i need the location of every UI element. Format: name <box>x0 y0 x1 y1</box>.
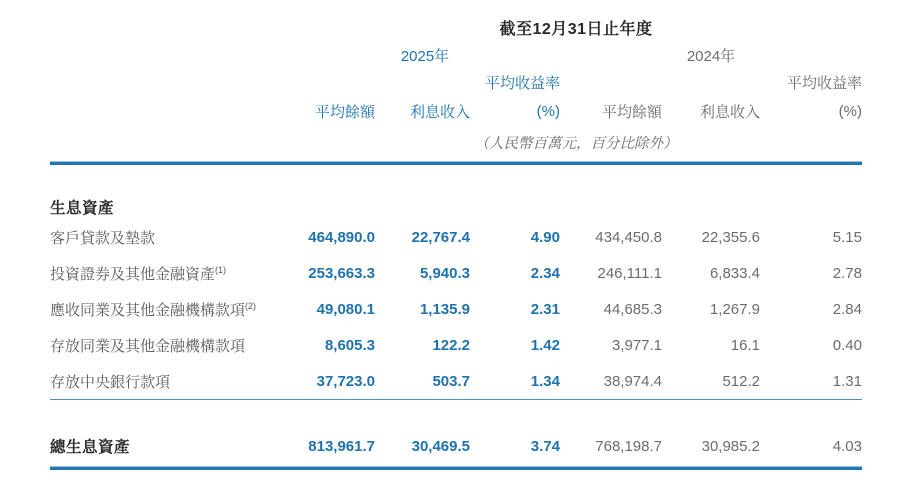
cell-2024-avg-balance: 3,977.1 <box>611 336 662 354</box>
cell-2025-interest-income: 503.7 <box>432 372 470 390</box>
row-label: 客戶貸款及墊款 <box>50 229 156 247</box>
cell-2024-pct: 1.31 <box>832 372 862 390</box>
cell-2025-avg-balance: 37,723.0 <box>316 372 375 390</box>
cell-2024-interest-income: 16.1 <box>730 336 760 354</box>
average-balance-table <box>50 0 862 470</box>
footnote-marker: (1) <box>215 264 227 275</box>
cell-2025-pct: 4.90 <box>530 228 560 246</box>
col-2024-avg-balance: 平均餘額 <box>601 104 662 121</box>
cell-2024-pct: 2.78 <box>832 264 862 282</box>
col-2025-interest-income: 利息收入 <box>409 104 470 121</box>
table-header-columns-row <box>50 96 862 127</box>
yield-2025-label: 平均收益率 <box>484 75 560 92</box>
cell-2024-interest-income: 1,267.9 <box>709 300 760 318</box>
table-row <box>50 327 862 363</box>
cell-2024-pct: 5.15 <box>832 228 862 246</box>
cell-2024-avg-balance: 44,685.3 <box>603 300 662 318</box>
total-2025-avg-balance: 813,961.7 <box>308 437 375 455</box>
period-title: 截至12月31日止年度 <box>499 20 653 38</box>
table-header-title-row <box>50 12 862 42</box>
year-2024-label: 2024年 <box>686 48 736 65</box>
total-2025-pct: 3.74 <box>530 437 560 455</box>
table-header-note-row <box>50 127 862 158</box>
cell-2024-avg-balance: 38,974.4 <box>603 372 662 390</box>
row-label: 存放中央銀行款項 <box>50 373 171 391</box>
total-2024-avg-balance: 768,198.7 <box>595 437 662 455</box>
section-header-row <box>50 165 862 219</box>
cell-2024-avg-balance: 246,111.1 <box>597 264 662 282</box>
unit-note: （人民幣百萬元，百分比除外） <box>474 136 678 152</box>
cell-2024-pct: 2.84 <box>832 300 862 318</box>
table-bottom-rule <box>50 466 862 470</box>
col-2024-pct: (%) <box>838 103 862 120</box>
cell-2025-avg-balance: 49,080.1 <box>316 300 375 318</box>
col-2024-interest-income: 利息收入 <box>699 104 760 121</box>
cell-2025-avg-balance: 8,605.3 <box>324 336 375 354</box>
table-row <box>50 291 862 327</box>
cell-2024-interest-income: 512.2 <box>722 372 760 390</box>
table-header-yield-row <box>50 69 862 96</box>
total-row <box>50 426 862 466</box>
section-header: 生息資產 <box>50 200 115 217</box>
col-2025-avg-balance: 平均餘額 <box>314 104 375 121</box>
table-row <box>50 219 862 255</box>
cell-2025-interest-income: 1,135.9 <box>419 300 470 318</box>
total-2024-pct: 4.03 <box>832 437 862 455</box>
cell-2025-interest-income: 22,767.4 <box>411 228 470 246</box>
total-label: 總生息資產 <box>50 439 131 456</box>
year-2025-label: 2025年 <box>400 48 450 65</box>
yield-2024-label: 平均收益率 <box>786 75 862 92</box>
col-2025-pct: (%) <box>536 103 560 120</box>
cell-2024-interest-income: 6,833.4 <box>709 264 760 282</box>
row-label: 存放同業及其他金融機構款項 <box>50 337 246 355</box>
cell-2025-interest-income: 122.2 <box>432 336 470 354</box>
subtotal-divider-rule <box>50 399 862 400</box>
total-2024-interest-income: 30,985.2 <box>701 437 760 455</box>
footnote-marker: (2) <box>245 300 257 311</box>
total-2025-interest-income: 30,469.5 <box>411 437 470 455</box>
cell-2025-pct: 1.42 <box>530 336 560 354</box>
table-header-years-row <box>50 42 862 69</box>
cell-2025-avg-balance: 253,663.3 <box>308 264 375 282</box>
cell-2024-avg-balance: 434,450.8 <box>595 228 662 246</box>
cell-2025-pct: 2.34 <box>530 264 560 282</box>
row-label: 應收同業及其他金融機構款項$^{(2)}$ <box>50 300 257 319</box>
cell-2025-pct: 1.34 <box>530 372 560 390</box>
table-row <box>50 363 862 399</box>
cell-2025-interest-income: 5,940.3 <box>419 264 470 282</box>
cell-2025-pct: 2.31 <box>530 300 560 318</box>
cell-2024-pct: 0.40 <box>832 336 862 354</box>
cell-2024-interest-income: 22,355.6 <box>701 228 760 246</box>
cell-2025-avg-balance: 464,890.0 <box>308 228 375 246</box>
table-row <box>50 255 862 291</box>
row-label: 投資證券及其他金融資產$^{(1)}$ <box>50 264 227 283</box>
